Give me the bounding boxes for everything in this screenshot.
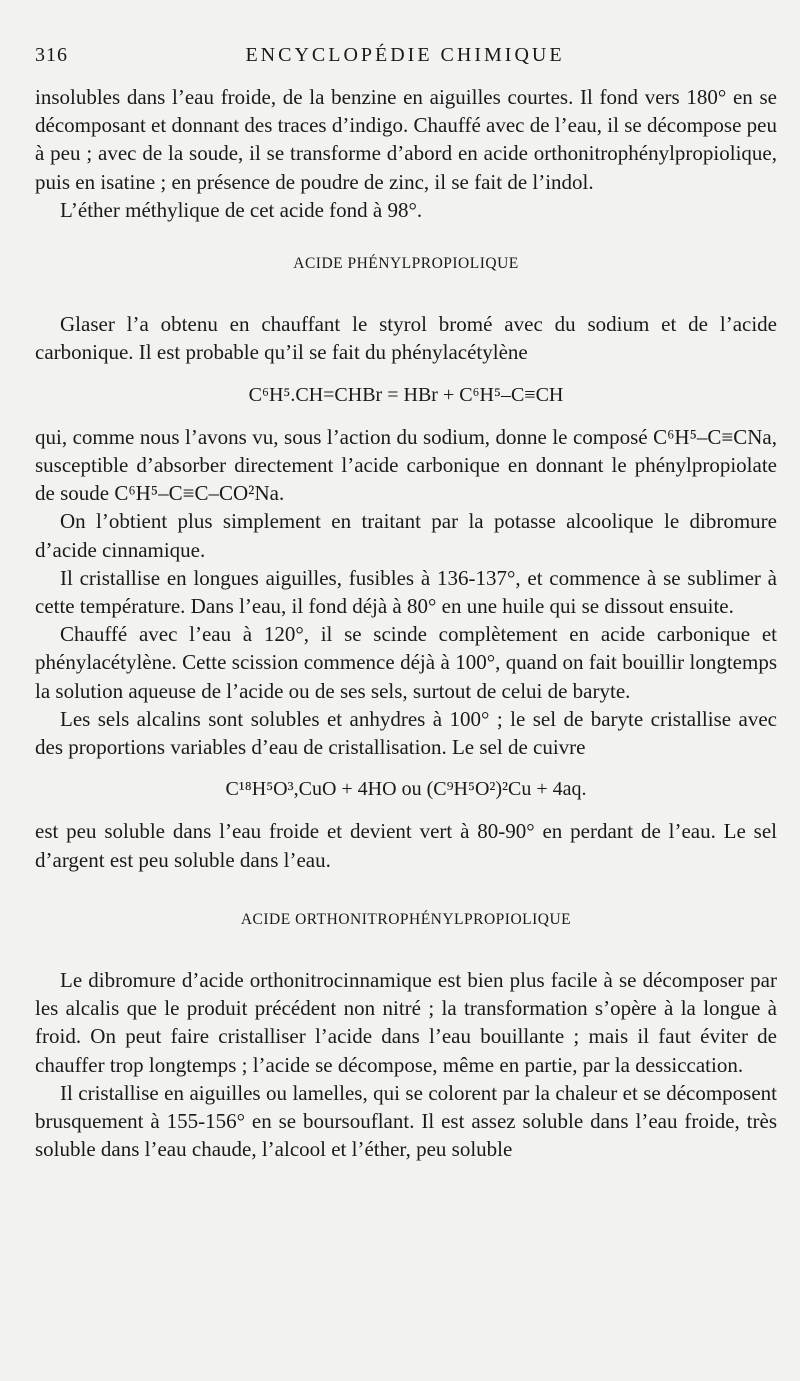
chemical-formula: C¹⁸H⁵O³,CuO + 4HO ou (C⁹H⁵O²)²Cu + 4aq. <box>225 778 587 801</box>
page-body <box>35 83 777 1164</box>
paragraph: L’éther méthylique de cet acide fond à 98°. <box>60 197 423 222</box>
paragraph: Les sels alcalins sont solubles et anhydres à 100° ; le sel de baryte cristallise avec des proportions variables d’eau de cristallisation. Le sel de cuivre <box>35 706 777 760</box>
paragraph: Il cristallise en aiguilles ou lamelles, qui se colorent par la chaleur et se décomposent brusquement à 155-156° en se boursouflant. Il est assez soluble dans l’eau froide, très soluble dans l’eau chaude, l’alcool et l’éther, peu soluble <box>35 1080 777 1162</box>
page-number: 316 <box>35 44 68 66</box>
paragraph: est peu soluble dans l’eau froide et devient vert à 80-90° en perdant de l’eau. Le sel d’argent est peu soluble dans l’eau. <box>35 819 777 872</box>
paragraph: On l’obtient plus simplement en traitant par la potasse alcoolique le dibromure d’acide cinnamique. <box>35 509 777 562</box>
page-header <box>35 44 775 74</box>
paragraph: Il cristallise en longues aiguilles, fusibles à 136-137°, et commence à se sublimer à cette température. Dans l’eau, il fond déjà à 80° en une huile qui se dissout ensuite. <box>35 565 777 619</box>
paragraph: insolubles dans l’eau froide, de la benzine en aiguilles courtes. Il fond vers 180° en se décomposant et donnant des traces d’indigo. Chauffé avec de l’eau, il se décompose peu à peu ; avec de la soude, il se transforme d’abord en acide orthonitrophénylpropiolique, puis en isatine ; en présence de poudre de zinc, il se fait de l’indol. <box>35 85 777 194</box>
section-heading: ACIDE PHÉNYLPROPIOLIQUE <box>293 255 519 273</box>
running-title: ENCYCLOPÉDIE CHIMIQUE <box>245 44 565 66</box>
paragraph: Le dibromure d’acide orthonitrocinnamique est bien plus facile à se décomposer par les alcalis que le produit précédent non nitré ; la transformation s’opère à la longue à froid. On peut faire cristalliser l’acide dans l’eau bouillante ; mais il faut éviter de chauffer trop longtemps ; l’acide se décompose, même en partie, par la dessiccation. <box>35 968 777 1077</box>
section-heading: ACIDE ORTHONITROPHÉNYLPROPIOLIQUE <box>240 910 572 928</box>
paragraph: Glaser l’a obtenu en chauffant le styrol bromé avec du sodium et de l’acide carbonique. Il est probable qu’il se fait du phénylacétylène <box>35 312 777 365</box>
paragraph: Chauffé avec l’eau à 120°, il se scinde complètement en acide carbonique et phénylacétylène. Cette scission commence déjà à 100°, quand on fait bouillir longtemps la solution aqueuse de l’acide ou de ses sels, surtout de celui de baryte. <box>35 622 777 703</box>
paragraph: qui, comme nous l’avons vu, sous l’action du sodium, donne le composé C⁶H⁵–C≡CNa, susceptible d’absorber directement l’acide carbonique en donnant le phénylpropiolate de soude C⁶H⁵–C≡C–CO²Na. <box>35 424 777 506</box>
chemical-formula: C⁶H⁵.CH=CHBr = HBr + C⁶H⁵–C≡CH <box>248 383 564 406</box>
